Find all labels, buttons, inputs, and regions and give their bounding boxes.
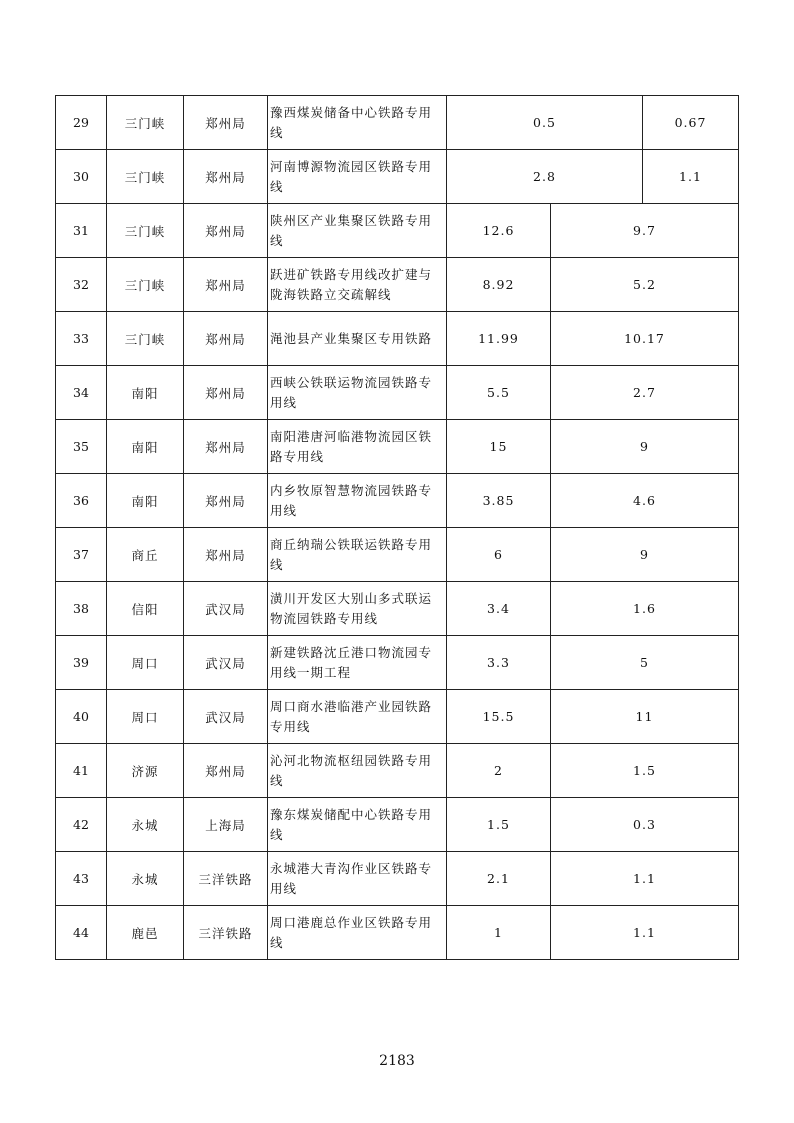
table-row <box>56 420 739 474</box>
bureau-cell: 武汉局 <box>184 690 268 744</box>
bureau-cell: 郑州局 <box>184 474 268 528</box>
city-cell: 信阳 <box>107 582 184 636</box>
row-number: 33 <box>56 312 107 366</box>
value-a-cell: 11.99 <box>447 312 551 366</box>
value-b-cell: 9 <box>551 528 739 582</box>
row-number: 31 <box>56 204 107 258</box>
bureau-cell: 郑州局 <box>184 528 268 582</box>
bureau-cell: 武汉局 <box>184 582 268 636</box>
line-name-cell: 西峡公铁联运物流园铁路专用线 <box>268 366 447 420</box>
row-number: 42 <box>56 798 107 852</box>
table-row <box>56 744 739 798</box>
line-name-cell: 河南博源物流园区铁路专用线 <box>268 150 447 204</box>
value-b-cell: 5.2 <box>551 258 739 312</box>
value-b-cell: 1.1 <box>679 169 702 184</box>
value-a-cell: 12.6 <box>447 204 551 258</box>
value-a-cell: 3.85 <box>447 474 551 528</box>
value-b-cell: 1.6 <box>551 582 739 636</box>
row-number: 39 <box>56 636 107 690</box>
line-name-cell: 陕州区产业集聚区铁路专用线 <box>268 204 447 258</box>
city-cell: 三门峡 <box>107 312 184 366</box>
line-name-cell: 沁河北物流枢纽园铁路专用线 <box>268 744 447 798</box>
value-b-cell: 4.6 <box>551 474 739 528</box>
table-row <box>56 150 739 204</box>
railway-line-table-body <box>55 95 739 960</box>
row-number: 34 <box>56 366 107 420</box>
value-pair <box>447 150 739 204</box>
line-name-cell: 豫东煤炭储配中心铁路专用线 <box>268 798 447 852</box>
value-a-cell: 8.92 <box>447 258 551 312</box>
line-name-cell: 周口港鹿总作业区铁路专用线 <box>268 906 447 960</box>
city-cell: 三门峡 <box>107 150 184 204</box>
city-cell: 周口 <box>107 690 184 744</box>
line-name-cell: 潢川开发区大别山多式联运物流园铁路专用线 <box>268 582 447 636</box>
value-a-cell: 2.8 <box>447 150 643 203</box>
city-cell: 永城 <box>107 798 184 852</box>
table-row <box>56 528 739 582</box>
row-number: 32 <box>56 258 107 312</box>
city-cell: 济源 <box>107 744 184 798</box>
bureau-cell: 武汉局 <box>184 636 268 690</box>
value-b-cell: 1.5 <box>551 744 739 798</box>
row-number: 29 <box>56 96 107 150</box>
table-row <box>56 474 739 528</box>
row-number: 38 <box>56 582 107 636</box>
bureau-cell: 郑州局 <box>184 96 268 150</box>
line-name-cell: 商丘纳瑞公铁联运铁路专用线 <box>268 528 447 582</box>
table-row <box>56 96 739 150</box>
city-cell: 南阳 <box>107 474 184 528</box>
value-b-cell: 2.7 <box>551 366 739 420</box>
line-name-cell: 南阳港唐河临港物流园区铁路专用线 <box>268 420 447 474</box>
row-number: 35 <box>56 420 107 474</box>
table-row <box>56 636 739 690</box>
bureau-cell: 三洋铁路 <box>184 852 268 906</box>
bureau-cell: 郑州局 <box>184 366 268 420</box>
row-number: 44 <box>56 906 107 960</box>
table-row <box>56 204 739 258</box>
bureau-cell: 郑州局 <box>184 312 268 366</box>
value-b-cell: 10.17 <box>551 312 739 366</box>
city-cell: 永城 <box>107 852 184 906</box>
row-number: 43 <box>56 852 107 906</box>
city-cell: 三门峡 <box>107 258 184 312</box>
city-cell: 三门峡 <box>107 204 184 258</box>
line-name-cell: 豫西煤炭储备中心铁路专用线 <box>268 96 447 150</box>
value-b-cell: 1.1 <box>551 852 739 906</box>
city-cell: 南阳 <box>107 366 184 420</box>
row-number: 40 <box>56 690 107 744</box>
city-cell: 鹿邑 <box>107 906 184 960</box>
line-name-cell: 永城港大青沟作业区铁路专用线 <box>268 852 447 906</box>
page-number: 2183 <box>379 1053 415 1069</box>
table-row <box>56 906 739 960</box>
value-a-cell: 5.5 <box>447 366 551 420</box>
value-a-cell: 2 <box>447 744 551 798</box>
city-cell: 商丘 <box>107 528 184 582</box>
bureau-cell: 上海局 <box>184 798 268 852</box>
value-a-cell: 0.5 <box>447 96 643 149</box>
value-a-cell: 2.1 <box>447 852 551 906</box>
bureau-cell: 郑州局 <box>184 204 268 258</box>
value-a-cell: 15.5 <box>447 690 551 744</box>
value-a-cell: 6 <box>447 528 551 582</box>
row-number: 37 <box>56 528 107 582</box>
table-row <box>56 582 739 636</box>
line-name-cell: 周口商水港临港产业园铁路专用线 <box>268 690 447 744</box>
bureau-cell: 郑州局 <box>184 150 268 204</box>
value-b-cell: 0.67 <box>674 115 707 130</box>
city-cell: 周口 <box>107 636 184 690</box>
value-pair <box>447 96 739 150</box>
value-a-cell: 3.3 <box>447 636 551 690</box>
line-name-cell: 内乡牧原智慧物流园铁路专用线 <box>268 474 447 528</box>
value-b-cell: 9.7 <box>551 204 739 258</box>
value-a-cell: 1 <box>447 906 551 960</box>
table-row <box>56 312 739 366</box>
bureau-cell: 郑州局 <box>184 744 268 798</box>
value-a-cell: 1.5 <box>447 798 551 852</box>
bureau-cell: 三洋铁路 <box>184 906 268 960</box>
value-a-cell: 3.4 <box>447 582 551 636</box>
line-name-cell: 跃进矿铁路专用线改扩建与陇海铁路立交疏解线 <box>268 258 447 312</box>
value-b-cell: 1.1 <box>551 906 739 960</box>
value-a-cell: 15 <box>447 420 551 474</box>
city-cell: 三门峡 <box>107 96 184 150</box>
value-b-cell: 11 <box>551 690 739 744</box>
row-number: 36 <box>56 474 107 528</box>
line-name-cell: 渑池县产业集聚区专用铁路 <box>268 312 447 366</box>
row-number: 41 <box>56 744 107 798</box>
table-row <box>56 798 739 852</box>
line-name-cell: 新建铁路沈丘港口物流园专用线一期工程 <box>268 636 447 690</box>
value-b-cell: 9 <box>551 420 739 474</box>
bureau-cell: 郑州局 <box>184 420 268 474</box>
table-row <box>56 258 739 312</box>
value-b-cell: 5 <box>551 636 739 690</box>
table-row <box>56 690 739 744</box>
table-row <box>56 366 739 420</box>
value-b-cell: 0.3 <box>551 798 739 852</box>
bureau-cell: 郑州局 <box>184 258 268 312</box>
table-row <box>56 852 739 906</box>
city-cell: 南阳 <box>107 420 184 474</box>
row-number: 30 <box>56 150 107 204</box>
